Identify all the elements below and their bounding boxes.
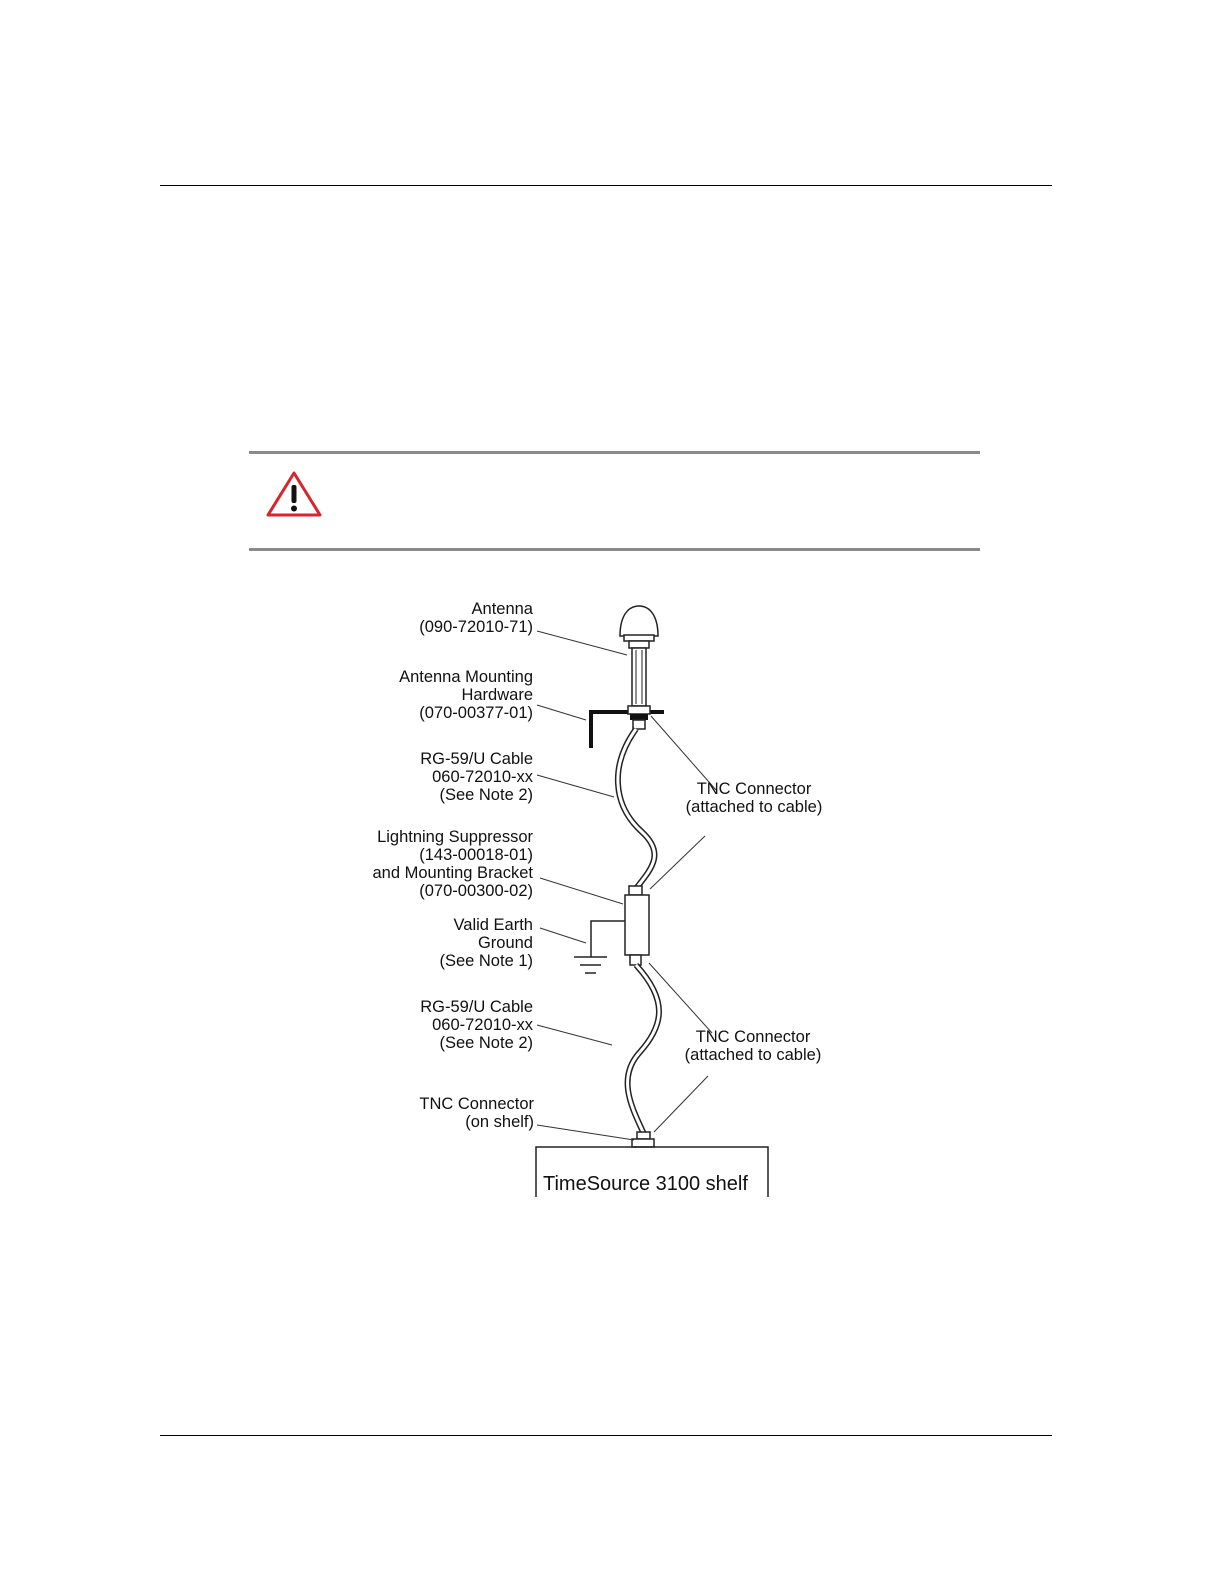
leader-tnc-upper-b <box>650 836 705 889</box>
svg-text:060-72010-xx: 060-72010-xx <box>432 768 533 786</box>
label-cable-upper <box>420 750 534 804</box>
earth-ground-symbol <box>574 921 625 973</box>
leader-antenna <box>537 631 627 655</box>
svg-text:RG-59/U Cable: RG-59/U Cable <box>420 750 533 768</box>
svg-text:(on shelf): (on shelf) <box>465 1113 534 1131</box>
svg-text:TNC Connector: TNC Connector <box>696 780 812 798</box>
timesource-shelf <box>536 1147 768 1197</box>
antenna <box>620 606 658 706</box>
shelf-tnc-connector <box>632 1132 654 1147</box>
shelf-label: TimeSource 3100 shelf <box>543 1173 748 1195</box>
svg-text:Valid Earth: Valid Earth <box>453 916 533 934</box>
label-earth-ground <box>439 916 533 970</box>
svg-text:(See Note 2): (See Note 2) <box>439 786 533 804</box>
lower-cable <box>628 965 659 1134</box>
svg-text:(attached to cable): (attached to cable) <box>685 798 823 816</box>
leader-cable-upper <box>537 775 614 797</box>
svg-text:(See Note 2): (See Note 2) <box>439 1034 533 1052</box>
leader-tnc-lower-b <box>654 1076 708 1132</box>
svg-text:(070-00300-02): (070-00300-02) <box>419 882 533 900</box>
label-lightning-suppressor <box>372 828 533 900</box>
label-mounting-hardware <box>399 668 533 722</box>
leader-tnc-upper-a <box>651 716 716 790</box>
label-tnc-lower <box>685 1028 822 1064</box>
leader-earth-ground <box>540 928 586 943</box>
svg-text:Antenna Mounting: Antenna Mounting <box>399 668 533 686</box>
svg-text:RG-59/U Cable: RG-59/U Cable <box>420 998 533 1016</box>
label-tnc-upper <box>686 780 823 816</box>
lightning-suppressor <box>625 886 649 965</box>
svg-text:(attached to cable): (attached to cable) <box>684 1046 822 1064</box>
svg-text:and Mounting Bracket: and Mounting Bracket <box>372 864 533 882</box>
label-antenna <box>419 600 534 636</box>
leader-cable-lower <box>537 1025 612 1045</box>
leader-mounting-hardware <box>537 705 586 720</box>
svg-text:(143-00018-01): (143-00018-01) <box>419 846 533 864</box>
svg-text:(090-72010-71): (090-72010-71) <box>419 618 533 636</box>
leader-lightning-suppressor <box>540 878 623 904</box>
label-cable-lower <box>420 998 534 1052</box>
svg-text:Ground: Ground <box>477 934 533 952</box>
svg-text:(070-00377-01): (070-00377-01) <box>419 704 533 722</box>
svg-text:TNC Connector: TNC Connector <box>695 1028 811 1046</box>
svg-text:060-72010-xx: 060-72010-xx <box>432 1016 533 1034</box>
svg-text:TNC Connector: TNC Connector <box>419 1095 534 1113</box>
svg-text:(See Note 1): (See Note 1) <box>439 952 533 970</box>
svg-text:Antenna: Antenna <box>471 600 533 618</box>
svg-text:Hardware: Hardware <box>461 686 533 704</box>
upper-cable <box>618 729 655 895</box>
leader-shelf-connector <box>537 1125 634 1140</box>
label-shelf-connector <box>419 1095 534 1131</box>
svg-text:Lightning Suppressor: Lightning Suppressor <box>377 828 533 846</box>
